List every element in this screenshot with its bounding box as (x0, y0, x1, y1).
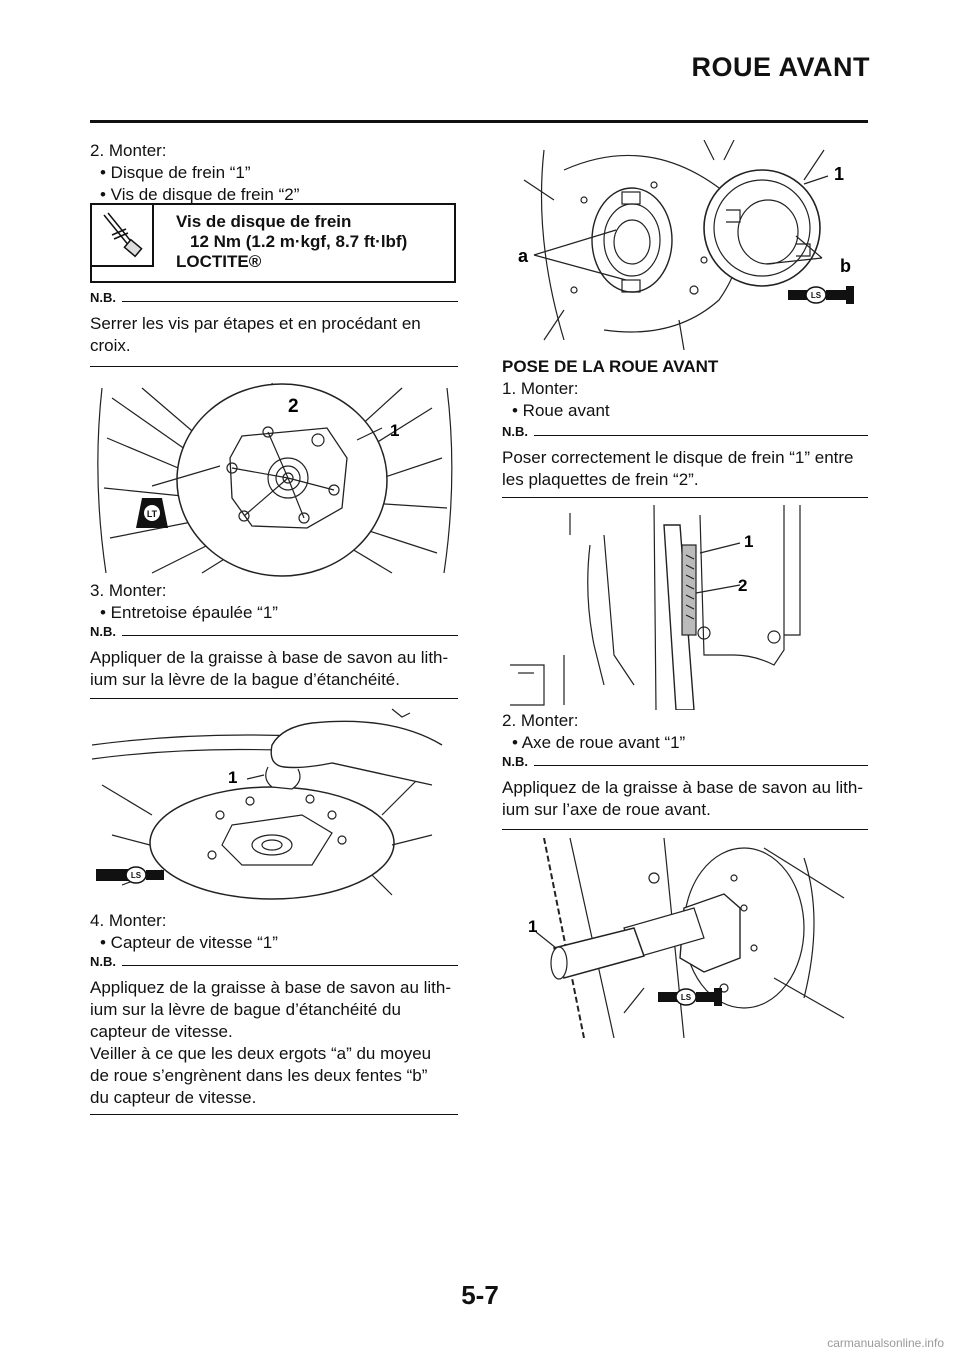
nb-note-2 (90, 624, 458, 691)
torque-extra: LOCTITE® (176, 252, 262, 271)
step-label: 1. Monter: (502, 379, 579, 398)
step-item: • Roue avant (512, 401, 610, 420)
nb-label: N.B. (502, 424, 528, 439)
step-item: • Disque de frein “1” (100, 163, 251, 182)
nb-text: capteur de vitesse. (90, 1022, 233, 1041)
section-pose-roue-avant (502, 356, 868, 422)
callout-label: 2 (738, 576, 748, 595)
nb-label: N.B. (502, 754, 528, 769)
figure-axle (504, 838, 868, 1038)
torque-wrench-icon (92, 205, 154, 267)
nb-note-5 (502, 754, 868, 821)
nb-text: ium sur la lèvre de bague d’étanchéité du (90, 1000, 401, 1019)
step-item: • Entretoise épaulée “1” (100, 603, 278, 622)
ls-grease-badge (788, 286, 854, 304)
page-title: ROUE AVANT (691, 52, 870, 82)
step-2-monter-axe (502, 710, 868, 754)
nb-label: N.B. (90, 954, 116, 969)
torque-spec-box (90, 203, 456, 283)
nb-end-rule (502, 829, 868, 830)
nb-text: Appliquez de la graisse à base de savon au lith- (90, 978, 452, 997)
nb-text: du capteur de vitesse. (90, 1088, 257, 1107)
nb-end-rule (90, 1114, 458, 1115)
nb-heading (502, 754, 868, 769)
callout-label: b (840, 256, 851, 276)
lt-badge (136, 498, 168, 528)
figure-brake-caliper (504, 505, 868, 710)
step-label: 4. Monter: (90, 911, 167, 930)
callout-label: 1 (528, 917, 538, 936)
nb-heading (502, 424, 868, 439)
nb-text: Appliquez de la graisse à base de savon au lith- (502, 778, 864, 797)
step-2-monter (90, 140, 458, 206)
callout-label: 1 (228, 768, 238, 787)
step-label: 3. Monter: (90, 581, 167, 600)
ls-grease-badge (658, 988, 722, 1006)
nb-note-4 (502, 424, 868, 491)
nb-end-rule (90, 366, 458, 367)
step-item: • Vis de disque de frein “2” (100, 185, 300, 204)
figure-collar (92, 705, 458, 905)
nb-note-3 (90, 954, 458, 1109)
nb-text: Appliquer de la graisse à base de savon au lith- (90, 648, 449, 667)
page-number: 5-7 (461, 1280, 499, 1310)
nb-heading (90, 954, 458, 969)
nb-note-1 (90, 290, 458, 357)
badge-text: LS (810, 291, 822, 300)
callout-label: 1 (744, 532, 754, 551)
callout-label: 1 (834, 164, 845, 184)
figure-speed-sensor (504, 140, 868, 350)
nb-text: ium sur la lèvre de la bague d’étanchéité. (90, 670, 400, 689)
callout-label: 1 (390, 421, 400, 440)
nb-text: croix. (90, 336, 131, 355)
nb-end-rule (502, 497, 868, 498)
nb-label: N.B. (90, 290, 116, 305)
nb-text: ium sur l’axe de roue avant. (502, 800, 711, 819)
figure-brake-disc (92, 378, 458, 578)
nb-label: N.B. (90, 624, 116, 639)
step-label: 2. Monter: (502, 711, 579, 730)
ls-grease-badge (96, 867, 164, 883)
watermark: carmanualsonline.info (827, 1336, 944, 1350)
nb-text: Serrer les vis par étapes et en procédant en (90, 314, 421, 333)
torque-spec-text (176, 212, 407, 272)
badge-text: LT (146, 509, 158, 519)
nb-text: les plaquettes de frein “2”. (502, 470, 699, 489)
callout-label: 2 (288, 396, 299, 417)
nb-text: Poser correctement le disque de frein “1” entre (502, 448, 854, 467)
callout-label: a (518, 246, 529, 266)
step-label: 2. Monter: (90, 141, 167, 160)
torque-value: 12 Nm (1.2 m·kgf, 8.7 ft·lbf) (190, 232, 408, 251)
nb-end-rule (90, 698, 458, 699)
badge-text: LS (680, 993, 692, 1002)
badge-text: LS (130, 871, 142, 880)
nb-heading (90, 290, 458, 305)
section-title: POSE DE LA ROUE AVANT (502, 357, 719, 376)
nb-heading (90, 624, 458, 639)
step-item: • Axe de roue avant “1” (512, 733, 686, 752)
torque-name: Vis de disque de frein (176, 212, 352, 231)
header-rule (90, 120, 868, 123)
step-3-monter (90, 580, 458, 624)
step-4-monter (90, 910, 458, 954)
nb-text: Veiller à ce que les deux ergots “a” du moyeu (90, 1044, 432, 1063)
nb-text: de roue s’engrènent dans les deux fentes “b” (90, 1066, 428, 1085)
step-item: • Capteur de vitesse “1” (100, 933, 278, 952)
